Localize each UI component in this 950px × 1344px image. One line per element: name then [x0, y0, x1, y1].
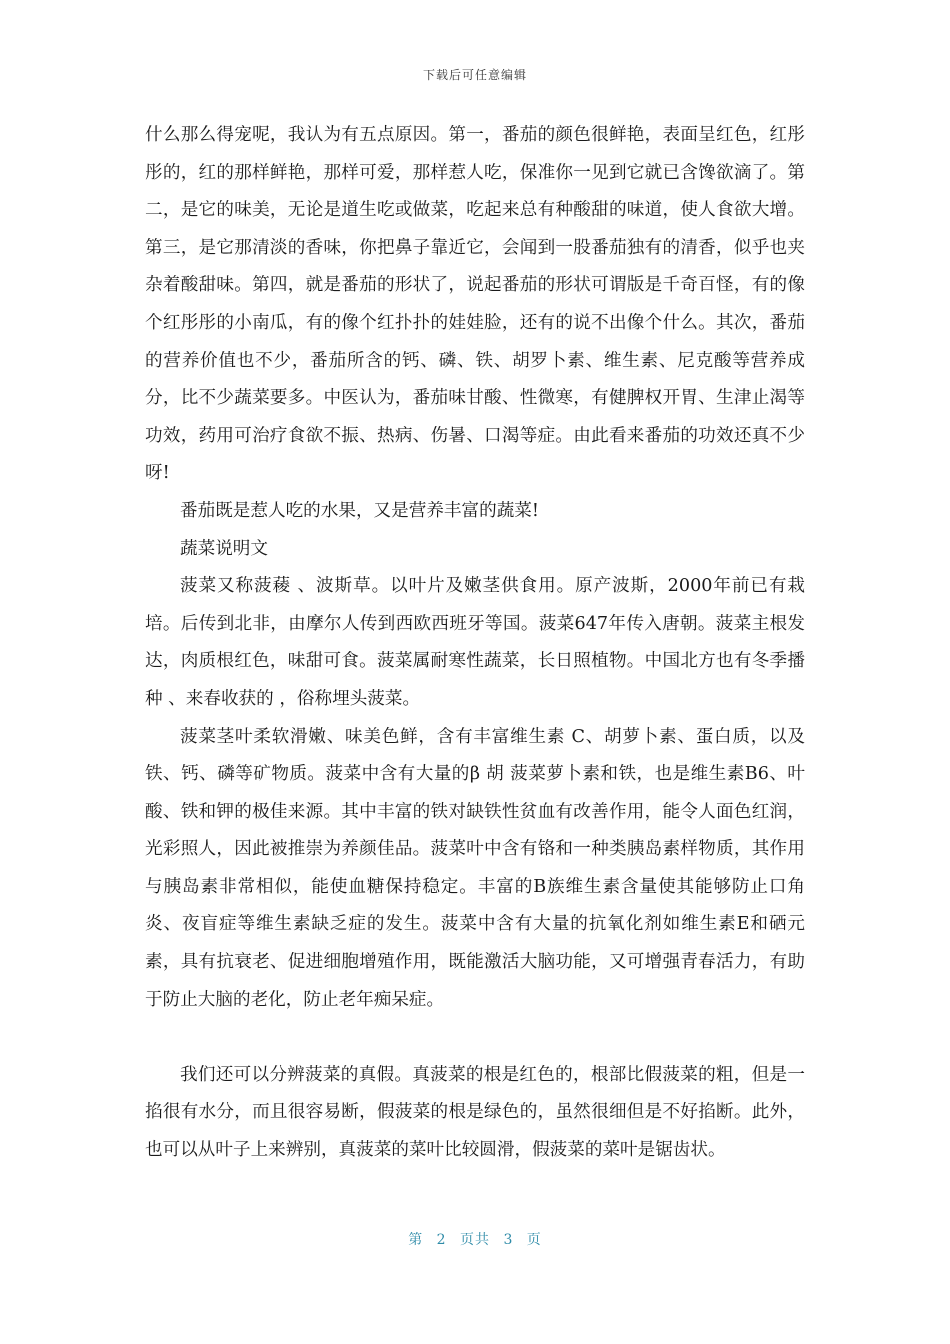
document-body [145, 117, 805, 1170]
page-footer: 第 2 页共 3 页 [408, 1232, 542, 1248]
page-header: 下载后可任意编辑 [422, 68, 527, 82]
paragraph-spinach-origin: 菠菜又称菠薐 、波斯草。以叶片及嫩茎供食用。原产波斯，2000年前已有栽培。后传到北非，由摩尔人传到西欧西班牙等国。菠菜647年传入唐朝。菠菜主根发达，肉质根红色，味甜可食。菠菜属耐寒性蔬菜，长日照植物。中国北方也有冬季播种 、来春收获的 ，俗称埋头菠菜。 [145, 576, 805, 709]
paragraph-spinach-nutrition: 菠菜茎叶柔软滑嫩、味美色鲜，含有丰富维生素 C、胡萝卜素、蛋白质，以及铁、钙、磷等矿物质。菠菜中含有大量的β 胡 菠菜萝卜素和铁，也是维生素B6、叶酸、铁和钾的极佳来源。其中丰富的铁对缺铁性贫血有改善作用，能令人面色红润，光彩照人，因此被推崇为养颜佳品。菠菜叶中含有铬和一种类胰岛素样物质，其作用与胰岛素非常相似，能使血糖保持稳定。丰富的B族维生素含量使其能够防止口角炎、夜盲症等维生素缺乏症的发生。菠菜中含有大量的抗氧化剂如维生素E和硒元素，具有抗衰老、促进细胞增殖作用，既能激活大脑功能，又可增强青春活力，有助于防止大脑的老化，防止老年痴呆症。 [145, 726, 805, 1010]
paragraph-tomato-reasons: 什么那么得宠呢，我认为有五点原因。第一，番茄的颜色很鲜艳，表面呈红色，红彤彤的，红的那样鲜艳，那样可爱，那样惹人吃，保准你一见到它就已含馋欲滴了。第二，是它的味美，无论是道生吃或做菜，吃起来总有种酸甜的味道，使人食欲大增。第三，是它那清淡的香味，你把鼻子靠近它，会闻到一股番茄独有的清香，似乎也夹杂着酸甜味。第四，就是番茄的形状了，说起番茄的形状可谓版是千奇百怪，有的像个红彤彤的小南瓜，有的像个红扑扑的娃娃脸，还有的说不出像个什么。其次，番茄的营养价值也不少，番茄所含的钙、磷、铁、胡罗卜素、维生素、尼克酸等营养成分，比不少蔬菜要多。中医认为，番茄味甘酸、性微寒，有健脾权开胃、生津止渴等功效，药用可治疗食欲不振、热病、伤暑、口渴等症。由此看来番茄的功效还真不少呀! [145, 125, 805, 484]
paragraph-spinach-identify: 我们还可以分辨菠菜的真假。真菠菜的根是红色的，根部比假菠菜的粗，但是一掐很有水分，而且很容易断，假菠菜的根是绿色的，虽然很细但是不好掐断。此外，也可以从叶子上来辨别，真菠菜的菜叶比较圆滑，假菠菜的菜叶是锯齿状。 [145, 1064, 805, 1161]
paragraph-tomato-summary: 番茄既是惹人吃的水果，又是营养丰富的蔬菜! [180, 500, 539, 521]
section-title: 蔬菜说明文 [180, 538, 268, 559]
